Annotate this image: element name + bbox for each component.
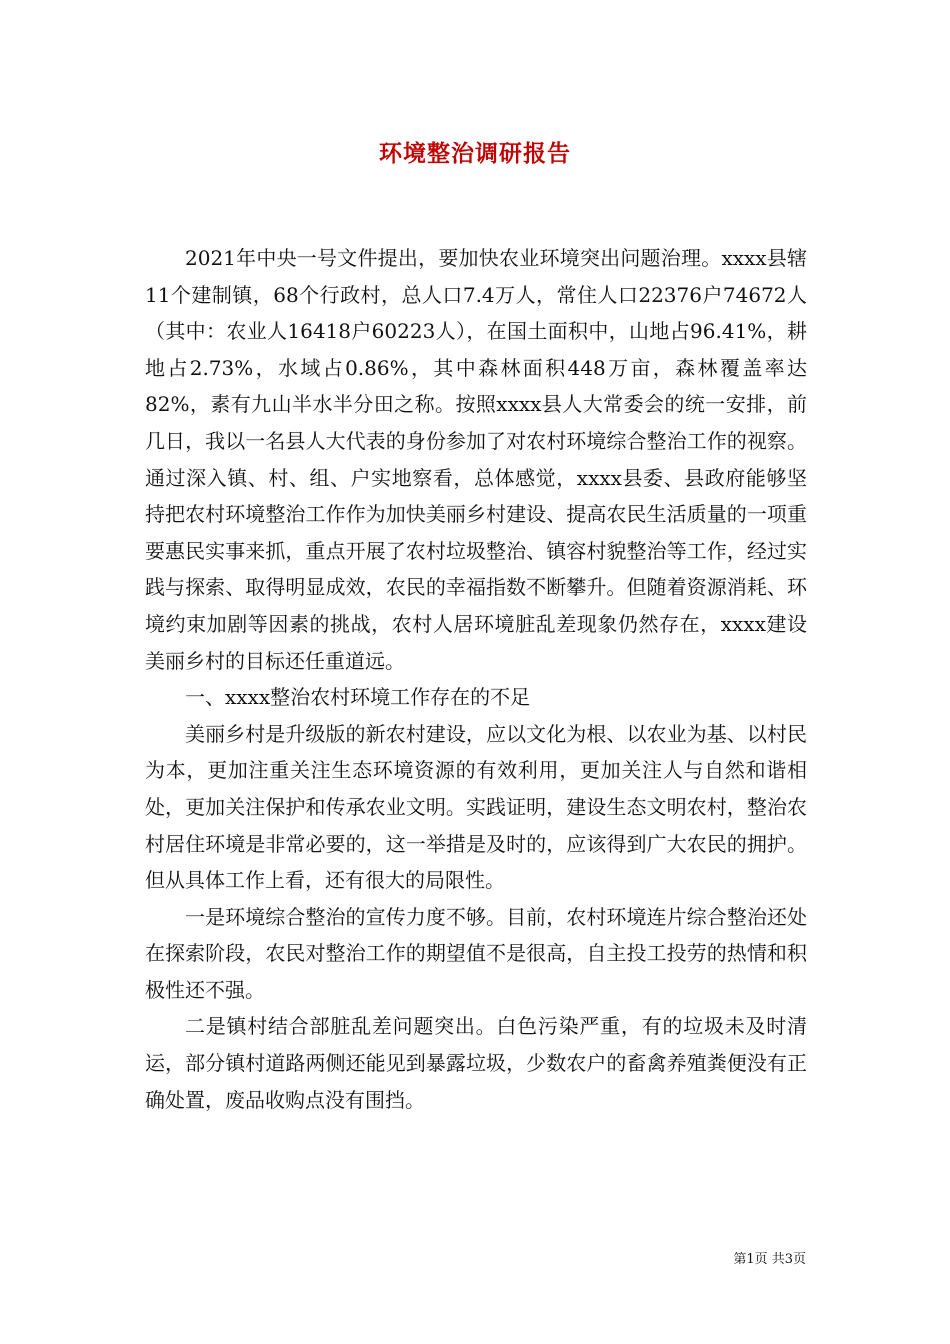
paragraph-beautiful-village: 美丽乡村是升级版的新农村建设，应以文化为根、以农业为基、以村民为本，更加注重关注生态环境资源的有效利用，更加关注人与自然和谐相处，更加关注保护和传承农业文明。实践证明，建设生态文明农村，整治农村居住环境是非常必要的，这一举措是及时的，应该得到广大农民的拥护。但从具体工作上看，还有很大的局限性。 xyxy=(145,721,807,893)
paragraph-point-two: 二是镇村结合部脏乱差问题突出。白色污染严重，有的垃圾未及时清运，部分镇村道路两侧还能见到暴露垃圾，少数农户的畜禽养殖粪便没有正确处置，废品收购点没有围挡。 xyxy=(145,1014,807,1112)
document-body xyxy=(145,240,807,1118)
paragraph-intro: 2021年中央一号文件提出，要加快农业环境突出问题治理。xxxx县辖11个建制镇，68个行政村，总人口7.4万人，常住人口22376户74672人（其中：农业人16418户60223人），在国土面积中，山地占96.41%，耕地占2.73%，水域占0.86%，其中森林面积448万亩，森林覆盖率达82%，素有九山半水半分田之称。按照xxxx县人大常委会的统一安排，前几日，我以一名县人大代表的身份参加了对农村环境综合整治工作的视察。通过深入镇、村、组、户实地察看，总体感觉，xxxx县委、县政府能够坚持把农村环境整治工作作为加快美丽乡村建设、提高农民生活质量的一项重要惠民实事来抓，重点开展了农村垃圾整治、镇容村貌整治等工作，经过实践与探索、取得明显成效，农民的幸福指数不断攀升。但随着资源消耗、环境约束加剧等因素的挑战，农村人居环境脏乱差现象仍然存在，xxxx建设美丽乡村的目标还任重道远。 xyxy=(145,246,807,673)
paragraph-point-one: 一是环境综合整治的宣传力度不够。目前，农村环境连片综合整治还处在探索阶段，农民对整治工作的期望值不是很高，自主投工投劳的热情和积极性还不强。 xyxy=(145,904,807,1002)
document-title: 环境整治调研报告 xyxy=(379,140,571,167)
page-number-footer: 第1页 共3页 xyxy=(733,1252,806,1267)
section-heading: 一、xxxx整治农村环境工作存在的不足 xyxy=(185,685,531,710)
